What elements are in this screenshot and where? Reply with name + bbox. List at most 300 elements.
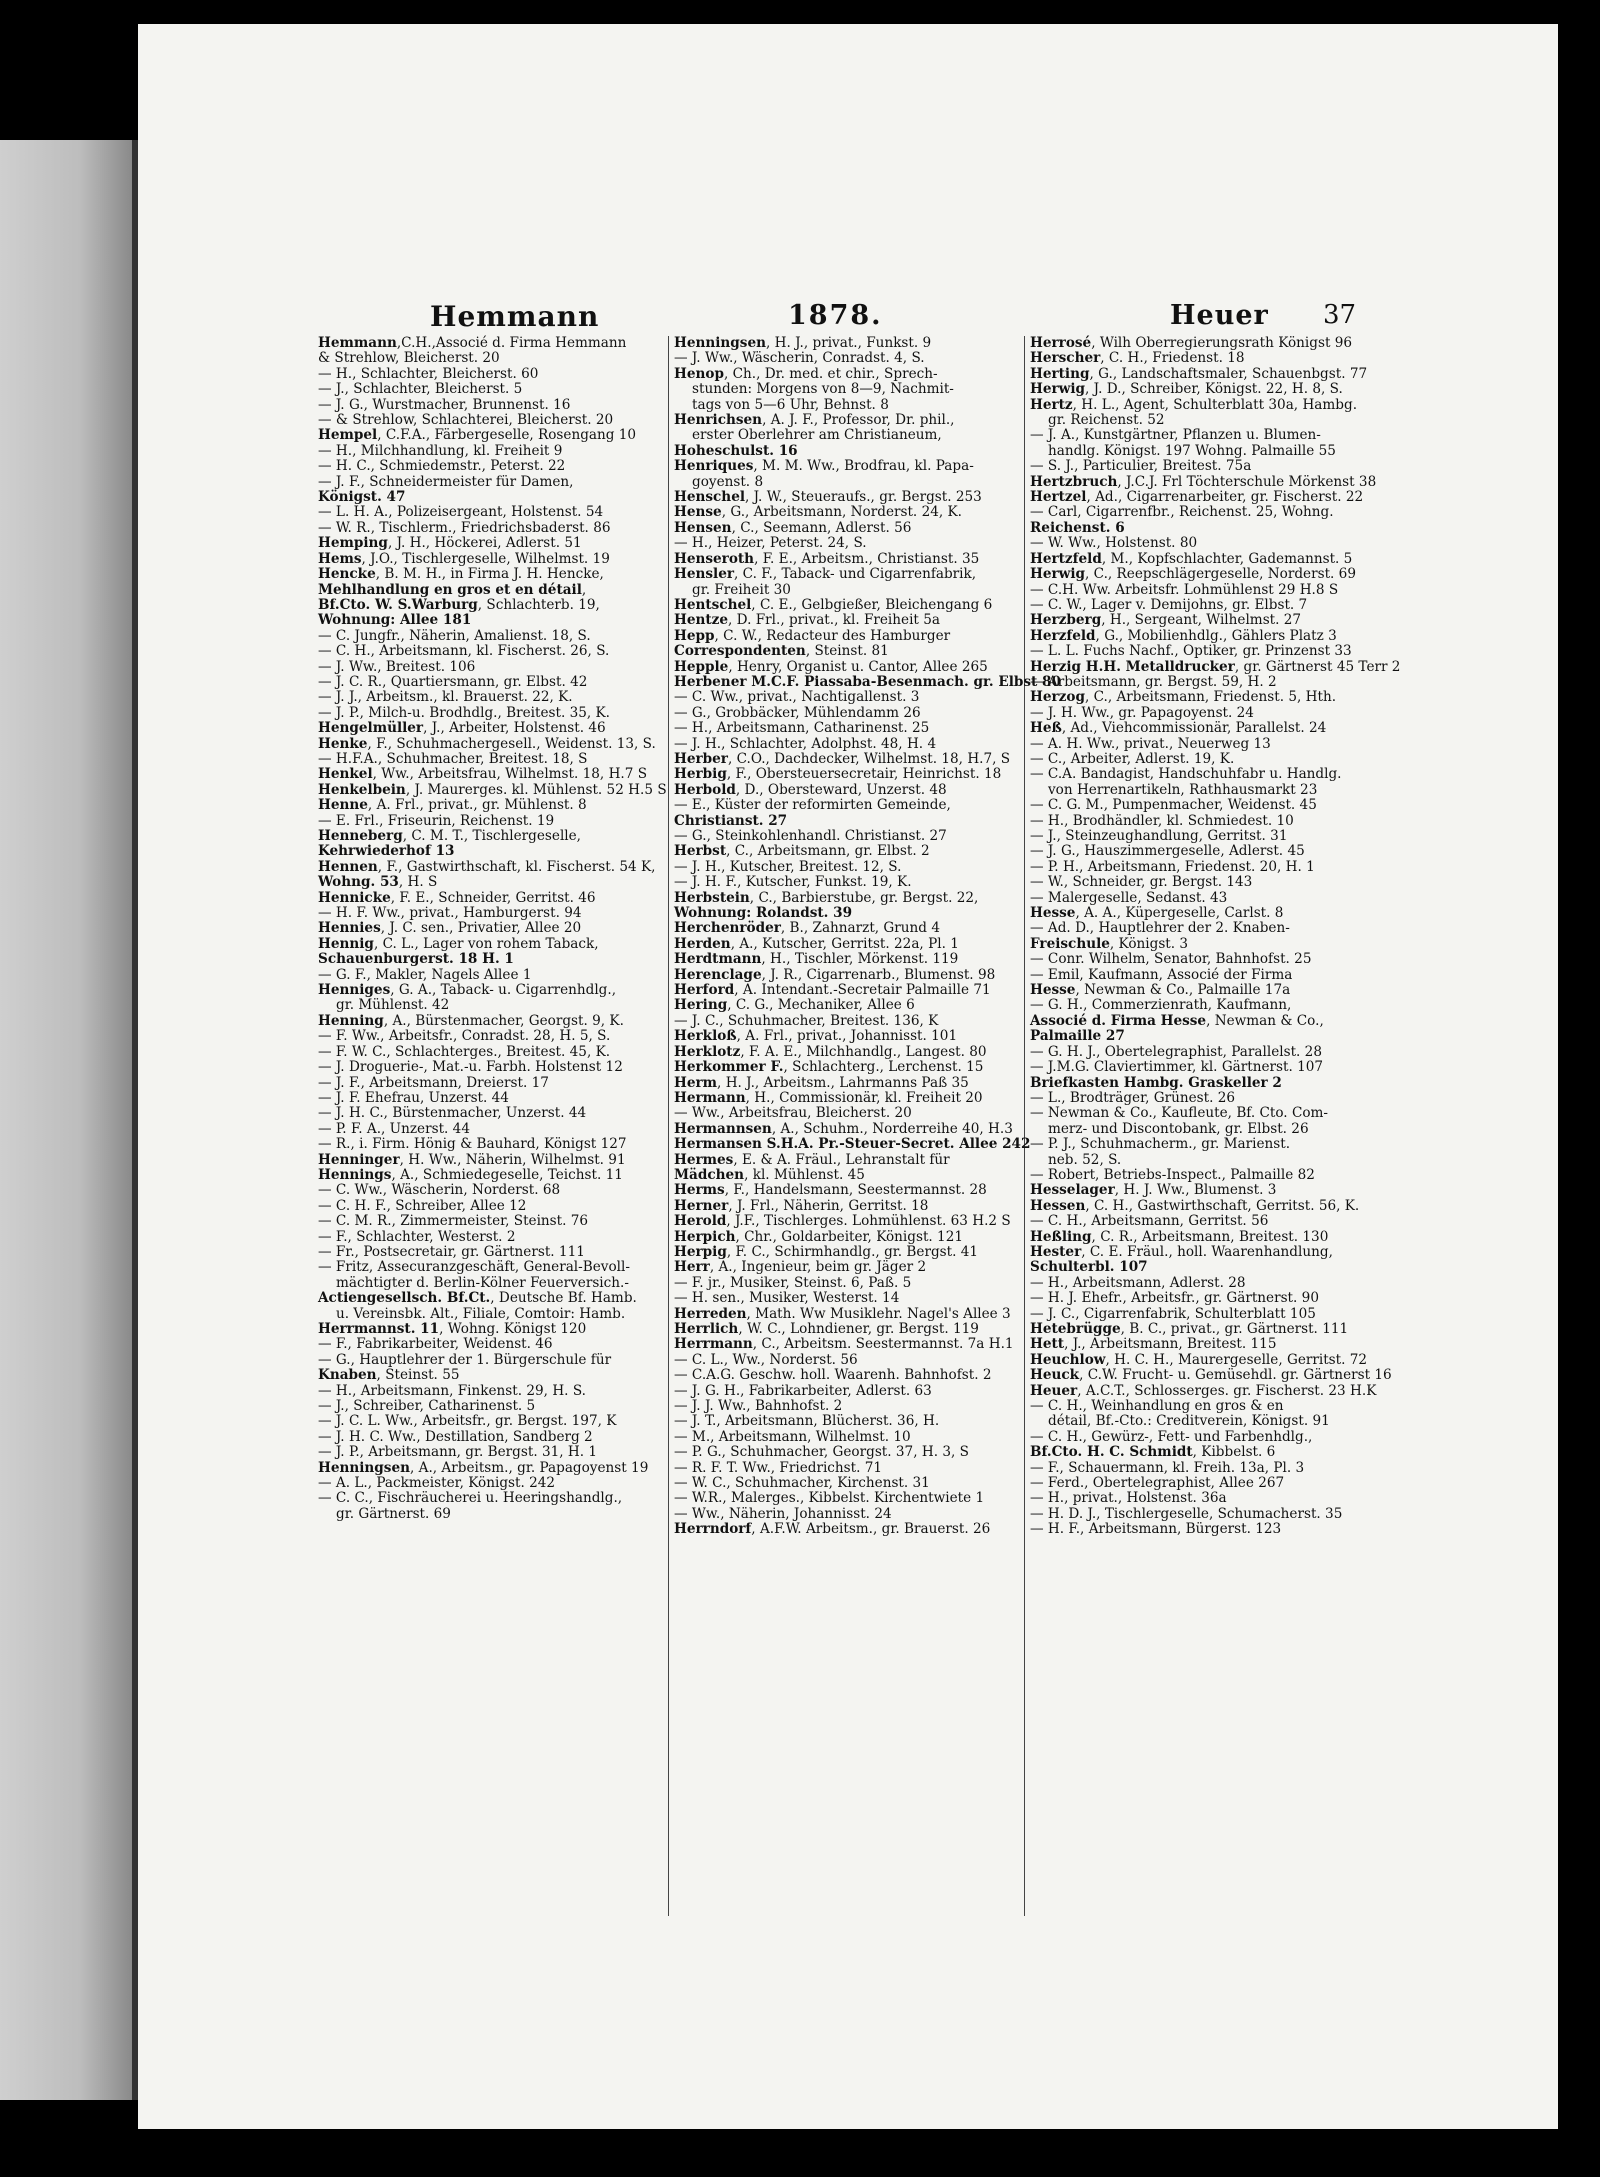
directory-entry-line: Herdtmann, H., Tischler, Mörkenst. 119: [674, 951, 959, 968]
surname: Herrlich: [674, 1321, 739, 1337]
directory-entry-line: — A. H. Ww., privat., Neuerweg 13: [1030, 735, 1271, 752]
directory-entry-line: Herford, A. Intendant.-Secretair Palmaille 71: [674, 982, 991, 999]
surname: Henning: [318, 1012, 384, 1029]
directory-entry-line: — C.A. Bandagist, Handschuhfabr u. Handlg.: [1030, 766, 1342, 783]
surname: Palmaille 27: [1030, 1028, 1125, 1045]
directory-entry-line: Heß, Ad., Viehcommissionär, Parallelst. 24: [1030, 720, 1327, 737]
surname: Henrichsen: [674, 412, 763, 429]
directory-entry-line: Heßling, C. R., Arbeitsmann, Breitest. 130: [1030, 1228, 1329, 1245]
directory-entry-line: — C., Arbeiter, Adlerst. 19, K.: [1030, 750, 1235, 767]
running-header: [290, 300, 1425, 340]
directory-entry-line: — G., Grobbäcker, Mühlendamm 26: [674, 704, 921, 721]
directory-entry-line: — G., Steinkohlenhandl. Christianst. 27: [674, 828, 947, 844]
surname: Hesse: [1030, 982, 1076, 999]
surname: Heuer: [1030, 1382, 1078, 1399]
directory-entry-line: Henrichsen, A. J. F., Professor, Dr. phil.,: [674, 412, 955, 429]
surname: Schulterbl. 107: [1030, 1259, 1148, 1276]
directory-entry-line: — J. C. R., Quartiersmann, gr. Elbst. 42: [318, 673, 588, 690]
surname: Hemping: [318, 535, 388, 552]
directory-entry-line: — M., Arbeitsmann, Wilhelmst. 10: [674, 1428, 911, 1445]
directory-entry-line: — F., Fabrikarbeiter, Weidenst. 46: [318, 1336, 553, 1353]
directory-entry-line: Herpich, Chr., Goldarbeiter, Königst. 121: [674, 1228, 963, 1245]
directory-entry-line: Herzig H.H. Metalldrucker, gr. Gärtnerst 45 Terr 2: [1030, 658, 1401, 675]
surname: Henkelbein: [318, 781, 406, 798]
directory-entry-line: Hempel, C.F.A., Färbergeselle, Rosengang 10: [318, 427, 637, 444]
directory-entry-line: Hengelmüller, J., Arbeiter, Holstenst. 46: [318, 720, 606, 737]
surname: Herford: [674, 982, 735, 999]
directory-entry-line: — C. H. F., Schreiber, Allee 12: [318, 1197, 527, 1214]
directory-entry-line: — C. L., Ww., Norderst. 56: [674, 1351, 858, 1368]
surname: Hertzbruch: [1030, 473, 1118, 490]
directory-entry-line: — J. J., Arbeitsm., kl. Brauerst. 22, K.: [318, 689, 573, 706]
directory-entry-line: — J. G., Hauszimmergeselle, Adlerst. 45: [1030, 843, 1305, 860]
directory-entry-line: [1030, 1076, 1380, 1091]
surname: Henneberg: [318, 828, 403, 844]
directory-entry-line: — J. F., Schneidermeister für Damen,: [318, 473, 574, 490]
surname: Henop: [674, 365, 724, 382]
directory-entry-line: — H., privat., Holstenst. 36a: [1030, 1490, 1227, 1507]
directory-entry-line: Hermes, E. & A. Fräul., Lehranstalt für: [674, 1151, 950, 1168]
directory-entry-line: Henke, F., Schuhmachergesell., Weidenst. 13, S.: [318, 735, 656, 752]
directory-entry-line: — H., Arbeitsmann, Finkenst. 29, H. S.: [318, 1382, 586, 1399]
directory-entry-line: — J. H., Schlachter, Adolphst. 48, H. 4: [674, 735, 937, 752]
surname: Hentze: [674, 612, 729, 629]
directory-entry-line: Wohng. 53, H. S: [318, 874, 438, 891]
previous-page-edge: [0, 140, 132, 2100]
directory-entry-line: Herwig, C., Reepschlägergeselle, Norderst. 69: [1030, 566, 1356, 583]
surname: Knaben: [318, 1367, 377, 1384]
directory-entry-line: — H. J. Ehefr., Arbeitsfr., gr. Gärtnerst. 90: [1030, 1290, 1319, 1307]
directory-entry-line: — J. P., Arbeitsmann, gr. Bergst. 31, H. 1: [318, 1444, 598, 1461]
directory-entry-line: handlg. Königst. 197 Wohng. Palmaille 55: [1048, 442, 1336, 459]
directory-entry-line: — R. F. T. Ww., Friedrichst. 71: [674, 1459, 883, 1476]
directory-entry-line: — J. Droguerie-, Mat.-u. Farbh. Holstenst 12: [318, 1059, 623, 1076]
directory-column-3: [1030, 335, 1401, 1976]
directory-entry-line: — Conr. Wilhelm, Senator, Bahnhofst. 25: [1030, 951, 1312, 968]
directory-entry-line: Henseroth, F. E., Arbeitsm., Christianst. 35: [674, 550, 980, 567]
directory-entry-line: Hett, J., Arbeitsmann, Breitest. 115: [1030, 1336, 1277, 1353]
surname: Hencke: [318, 566, 376, 583]
surname: Herbig: [674, 766, 727, 783]
surname: Herms: [674, 1182, 725, 1199]
directory-entry-line: Bf.Cto. W. S.Warburg, Schlachterb. 19,: [318, 596, 600, 613]
directory-entry-line: — C. H., Gewürz-, Fett- und Farbenhdlg.,: [1030, 1428, 1313, 1445]
surname: Herber: [674, 750, 728, 767]
directory-entry-line: — F. jr., Musiker, Steinst. 6, Paß. 5: [674, 1274, 912, 1291]
directory-entry-line: — L., Brodträger, Grünest. 26: [1030, 1089, 1236, 1106]
surname: Henkel: [318, 766, 373, 783]
directory-entry-line: — R., i. Firm. Hönig & Bauhard, Königst 127: [318, 1136, 627, 1153]
surname: Herting: [1030, 365, 1090, 382]
surname: Hepp: [674, 627, 715, 644]
directory-entry-line: Herbig, F., Obersteuersecretair, Heinrichst. 18: [674, 766, 1002, 783]
directory-entry-line: — H., Arbeitsmann, Adlerst. 28: [1030, 1274, 1246, 1291]
surname: Associé d. Firma Hesse: [1030, 1012, 1207, 1029]
directory-entry-line: Herpig, F. C., Schirmhandlg., gr. Bergst. 41: [674, 1243, 979, 1260]
surname: Hense: [674, 504, 722, 521]
surname: Henne: [318, 797, 368, 814]
surname: Herzog: [1030, 689, 1085, 706]
directory-entry-line: Herrndorf, A.F.W. Arbeitsm., gr. Brauerst. 26: [674, 1521, 991, 1538]
surname: Herm: [674, 1074, 718, 1091]
directory-entry-line: — S. J., Particulier, Breitest. 75a: [1030, 458, 1252, 475]
directory-entry-line: Hensler, C. F., Taback- und Cigarrenfabrik,: [674, 566, 977, 583]
directory-entry-line: [674, 906, 1024, 921]
directory-entry-line: — A. L., Packmeister, Königst. 242: [318, 1475, 556, 1492]
directory-entry-line: Herr, A., Ingenieur, beim gr. Jäger 2: [674, 1259, 927, 1276]
directory-entry-line: Hesse, Newman & Co., Palmaille 17a: [1030, 982, 1291, 999]
surname: Hepple: [674, 658, 729, 675]
directory-entry-line: Hessen, C. H., Gastwirthschaft, Gerritst. 56, K.: [1030, 1197, 1360, 1214]
directory-entry-line: — E. Frl., Friseurin, Reichenst. 19: [318, 812, 555, 829]
directory-entry-line: — P. H., Arbeitsmann, Friedenst. 20, H. 1: [1030, 858, 1315, 875]
directory-entry-line: — C. Jungfr., Näherin, Amalienst. 18, S.: [318, 627, 591, 644]
directory-entry-line: — G. H., Commerzienrath, Kaufmann,: [1030, 997, 1292, 1014]
directory-entry-line: Henne, A. Frl., privat., gr. Mühlenst. 8: [318, 797, 587, 814]
surname: Hensen: [674, 519, 732, 536]
surname: Kehrwiederhof 13: [318, 843, 455, 860]
surname: Herbold: [674, 781, 736, 798]
directory-column-1: [318, 336, 668, 1976]
surname: Correspondenten: [674, 643, 806, 660]
directory-entry-line: — P. G., Schuhmacher, Georgst. 37, H. 3, S: [674, 1444, 969, 1461]
directory-entry-line: — H., Heizer, Peterst. 24, S.: [674, 535, 867, 552]
directory-entry-line: — C. G. M., Pumpenmacher, Weidenst. 45: [1030, 797, 1317, 814]
directory-entry-line: — J.M.G. Claviertimmer, kl. Gärtnerst. 107: [1030, 1059, 1324, 1076]
surname: Henniges: [318, 982, 391, 999]
directory-entry-line: — W. Ww., Holstenst. 80: [1030, 535, 1198, 552]
surname: Henninger: [318, 1151, 400, 1168]
surname: Bf.Cto. W. S.Warburg: [318, 596, 478, 613]
directory-entry-line: Herkloß, A. Frl., privat., Johannisst. 101: [674, 1028, 958, 1045]
surname: Hermansen S.H.A. Pr.-Steuer-Secret. Allee 242: [674, 1136, 1031, 1153]
directory-entry-line: [318, 952, 668, 967]
surname: Herwig: [1030, 381, 1086, 398]
surname: Hoheschulst. 16: [674, 442, 798, 459]
surname: Herzfeld: [1030, 627, 1096, 644]
directory-entry-line: — J., Schreiber, Catharinenst. 5: [318, 1398, 536, 1415]
directory-entry-line: — F., Schlachter, Westerst. 2: [318, 1228, 516, 1245]
directory-entry-line: Hemmann,C.H.,Associé d. Firma Hemmann: [318, 335, 627, 351]
directory-entry-line: Henkelbein, J. Maurerges. kl. Mühlenst. 52 H.5 S: [318, 781, 667, 798]
directory-entry-line: Herrlich, W. C., Lohndiener, gr. Bergst. 119: [674, 1321, 979, 1337]
directory-entry-line: Herreden, Math. Ww Musiklehr. Nagel's Allee 3: [674, 1305, 1011, 1322]
directory-entry-line: [674, 444, 1024, 459]
directory-entry-line: Henninger, H. Ww., Näherin, Wilhelmst. 91: [318, 1151, 626, 1168]
header-first-name: Hemmann: [430, 300, 600, 333]
directory-entry-line: Hennig, C. L., Lager von rohem Taback,: [318, 935, 599, 952]
directory-entry-line: — C. C., Fischräucherei u. Heeringshandlg.,: [318, 1490, 623, 1507]
directory-entry-line: Herenclage, J. R., Cigarrenarb., Blumenst. 98: [674, 966, 996, 983]
directory-entry-line: [674, 673, 1061, 690]
surname: Wohnung: Rolandst. 39: [674, 905, 853, 922]
directory-entry-line: — H. sen., Musiker, Westerst. 14: [674, 1290, 900, 1307]
directory-entry-line: [674, 814, 1024, 829]
directory-entry-line: — C. H., Weinhandlung en gros & en: [1030, 1398, 1284, 1415]
surname: Herklotz: [674, 1043, 741, 1060]
directory-entry-line: Hensen, C., Seemann, Adlerst. 56: [674, 519, 912, 536]
directory-entry-line: — J. H. Ww., gr. Papagoyenst. 24: [1030, 704, 1254, 721]
surname: Herkommer F.: [674, 1059, 784, 1076]
directory-entry-line: Associé d. Firma Hesse, Newman & Co.,: [1030, 1012, 1324, 1029]
surname: Schauenburgerst. 18 H. 1: [318, 951, 514, 968]
surname: Herrosé: [1030, 335, 1092, 351]
surname: Hester: [1030, 1243, 1082, 1260]
directory-entry-line: Hertz, H. L., Agent, Schulterblatt 30a, Hambg.: [1030, 396, 1358, 413]
surname: Herold: [674, 1213, 727, 1230]
directory-entry-line: goyenst. 8: [692, 473, 764, 490]
surname: Hertz: [1030, 396, 1073, 413]
directory-entry-line: Hepple, Henry, Organist u. Cantor, Allee 265: [674, 658, 988, 675]
surname: Hempel: [318, 427, 378, 444]
directory-entry-line: Hester, C. E. Fräul., holl. Waarenhandlung,: [1030, 1243, 1333, 1260]
surname: Hermann: [674, 1089, 746, 1106]
directory-entry-line: Herrmannst. 11, Wohng. Königst 120: [318, 1321, 587, 1337]
surname: Königst. 47: [318, 489, 406, 506]
directory-entry-line: — J. F., Arbeitsmann, Dreierst. 17: [318, 1074, 549, 1091]
directory-entry-line: Henningsen, A., Arbeitsm., gr. Papagoyenst 19: [318, 1459, 649, 1476]
directory-entry-line: [318, 490, 668, 505]
directory-entry-line: — C. W., Lager v. Demijohns, gr. Elbst. 7: [1030, 596, 1308, 613]
directory-entry-line: — G., Hauptlehrer der 1. Bürgerschule für: [318, 1351, 612, 1368]
surname: Actiengesellsch. Bf.Ct.: [318, 1290, 491, 1307]
surname: Herzberg: [1030, 612, 1102, 629]
surname: Hengelmüller: [318, 720, 424, 737]
directory-entry-line: — J. A., Kunstgärtner, Pflanzen u. Blumen-: [1030, 427, 1321, 444]
surname: Hetebrügge: [1030, 1321, 1121, 1337]
directory-entry-line: — J., Steinzeughandlung, Gerritst. 31: [1030, 828, 1288, 844]
directory-entry-line: Hepp, C. W., Redacteur des Hamburger: [674, 627, 951, 644]
surname: Herrmannst. 11: [318, 1321, 440, 1337]
surname: Hertzfeld: [1030, 550, 1102, 567]
surname: Hennen: [318, 858, 378, 875]
surname: Herr: [674, 1259, 710, 1276]
directory-entry-line: Hennicke, F. E., Schneider, Gerritst. 46: [318, 889, 596, 906]
directory-entry-line: — F., Schauermann, kl. Freih. 13a, Pl. 3: [1030, 1459, 1305, 1476]
directory-entry-line: — W., Schneider, gr. Bergst. 143: [1030, 874, 1253, 891]
directory-entry-line: mächtigter d. Berlin-Kölner Feuerversich.-: [336, 1274, 629, 1291]
directory-entry-line: — J., Schlachter, Bleicherst. 5: [318, 381, 523, 398]
surname: Herenclage: [674, 966, 762, 983]
surname: Henningsen: [674, 335, 766, 351]
directory-entry-line: Herbstein, C., Barbierstube, gr. Bergst. 22,: [674, 889, 979, 906]
directory-entry-line: gr. Freiheit 30: [692, 581, 791, 598]
surname: Freischule: [1030, 935, 1110, 952]
directory-entry-line: — J. C., Schuhmacher, Breitest. 136, K: [674, 1012, 939, 1029]
directory-entry-line: [674, 1136, 1031, 1153]
directory-entry-line: Herold, J.F., Tischlerges. Lohmühlenst. 63 H.2 S: [674, 1213, 1011, 1230]
directory-entry-line: détail, Bf.-Cto.: Creditverein, Königst. 91: [1048, 1413, 1330, 1430]
directory-entry-line: — Malergeselle, Sedanst. 43: [1030, 889, 1228, 906]
surname: Heß: [1030, 720, 1062, 737]
surname: Herkloß: [674, 1028, 737, 1045]
directory-entry-line: — G. H. J., Obertelegraphist, Parallelst. 28: [1030, 1043, 1322, 1060]
surname: Hentschel: [674, 596, 752, 613]
directory-entry-line: — J. C., Cigarrenfabrik, Schulterblatt 105: [1030, 1305, 1316, 1322]
directory-entry-line: — Ferd., Obertelegraphist, Allee 267: [1030, 1475, 1285, 1492]
directory-entry-line: — J. J. Ww., Bahnhofst. 2: [674, 1398, 843, 1415]
directory-entry-line: — J. T., Arbeitsmann, Blücherst. 36, H.: [674, 1413, 940, 1430]
directory-entry-line: — H. C., Schmiedemstr., Peterst. 22: [318, 458, 566, 475]
directory-entry-line: Herrosé, Wilh Oberregierungsrath Königst 96: [1030, 335, 1353, 351]
surname: Briefkasten Hambg. Graskeller 2: [1030, 1074, 1282, 1091]
directory-entry-line: Bf.Cto. H. C. Schmidt, Kibbelst. 6: [1030, 1444, 1276, 1461]
directory-entry-line: Heuck, C.W. Frucht- u. Gemüsehdl. gr. Gärtnerst 16: [1030, 1367, 1392, 1384]
directory-entry-line: Herm, H. J., Arbeitsm., Lahrmanns Paß 35: [674, 1074, 969, 1091]
surname: Heuck: [1030, 1367, 1080, 1384]
directory-entry-line: — H., Milchhandlung, kl. Freiheit 9: [318, 442, 563, 459]
directory-entry-line: Herkommer F., Schlachterg., Lerchenst. 15: [674, 1059, 984, 1076]
page-number: 37: [1323, 300, 1357, 330]
directory-entry-line: [1030, 1029, 1380, 1044]
directory-entry-line: Herklotz, F. A. E., Milchhandlg., Langest. 80: [674, 1043, 987, 1060]
directory-entry-line: Hennings, A., Schmiedegeselle, Teichst. 11: [318, 1166, 623, 1183]
directory-entry-line: Hermannsen, A., Schuhm., Norderreihe 40, H.3: [674, 1120, 1013, 1137]
directory-entry-line: — J. C. L. Ww., Arbeitsfr., gr. Bergst. 197, K: [318, 1413, 617, 1430]
directory-entry-line: Hentze, D. Frl., privat., kl. Freiheit 5a: [674, 612, 940, 629]
directory-entry-line: Herzfeld, G., Mobilienhdlg., Gählers Platz 3: [1030, 627, 1337, 644]
directory-entry-line: — P. J., Schuhmacherm., gr. Marienst.: [1030, 1136, 1291, 1153]
directory-entry-line: Hermann, H., Commissionär, kl. Freiheit 20: [674, 1089, 983, 1106]
directory-entry-line: — Ww., Arbeitsfrau, Bleicherst. 20: [674, 1105, 912, 1122]
directory-entry-line: Hense, G., Arbeitsmann, Norderst. 24, K.: [674, 504, 962, 521]
directory-entry-line: Herting, G., Landschaftsmaler, Schauenbgst. 77: [1030, 365, 1368, 382]
directory-entry-line: Hemping, J. H., Höckerei, Adlerst. 51: [318, 535, 582, 552]
surname: Herwig: [1030, 566, 1086, 583]
directory-entry-line: — J. G., Wurstmacher, Brunnenst. 16: [318, 396, 571, 413]
directory-entry-line: — C. Ww., Wäscherin, Norderst. 68: [318, 1182, 561, 1199]
surname: Herzig H.H. Metalldrucker: [1030, 658, 1235, 675]
directory-entry-line: Herner, J. Frl., Näherin, Gerritst. 18: [674, 1197, 929, 1214]
directory-entry-line: Henop, Ch., Dr. med. et chir., Sprech-: [674, 365, 938, 382]
directory-entry-line: Henkel, Ww., Arbeitsfrau, Wilhelmst. 18, H.7 S: [318, 766, 648, 783]
surname: Henseroth: [674, 550, 755, 567]
directory-entry-line: — E., Küster der reformirten Gemeinde,: [674, 797, 951, 814]
directory-entry-line: — J. P., Milch-u. Brodhdlg., Breitest. 35, K.: [318, 704, 611, 721]
directory-entry-line: Herden, A., Kutscher, Gerritst. 22a, Pl. 1: [674, 935, 959, 952]
directory-entry-line: [318, 613, 668, 628]
column-divider: [668, 336, 669, 1916]
directory-entry-line: Herwig, J. D., Schreiber, Königst. 22, H. 8, S.: [1030, 381, 1343, 398]
directory-entry-line: [318, 844, 668, 859]
directory-entry-line: — Fritz, Assecuranzgeschäft, General-Bevoll-: [318, 1259, 630, 1276]
directory-entry-line: — Emil, Kaufmann, Associé der Firma: [1030, 966, 1293, 983]
directory-entry-line: — W.R., Malerges., Kibbelst. Kirchentwiete 1: [674, 1490, 985, 1507]
directory-entry-line: Heuer, A.C.T., Schlosserges. gr. Fischerst. 23 H.K: [1030, 1382, 1377, 1399]
directory-entry-line: Hesselager, H. J. Ww., Blumenst. 3: [1030, 1182, 1277, 1199]
directory-entry-line: [1030, 1260, 1380, 1275]
surname: Mehlhandlung en gros et en détail: [318, 581, 582, 598]
surname: Hensler: [674, 566, 735, 583]
surname: Herner: [674, 1197, 729, 1214]
directory-entry-line: — H. D. J., Tischlergeselle, Schumacherst. 35: [1030, 1505, 1343, 1522]
directory-entry-line: neb. 52, S.: [1048, 1151, 1122, 1168]
surname: Wohnung: Allee 181: [318, 612, 472, 629]
directory-entry-line: Henneberg, C. M. T., Tischlergeselle,: [318, 828, 582, 844]
directory-entry-line: — C.A.G. Geschw. holl. Waarenh. Bahnhofst. 2: [674, 1367, 992, 1384]
directory-entry-line: Herber, C.O., Dachdecker, Wilhelmst. 18, H.7, S: [674, 750, 1011, 767]
directory-entry-line: Hennen, F., Gastwirthschaft, kl. Fischerst. 54 K,: [318, 858, 656, 875]
directory-entry-line: — L. H. A., Polizeisergeant, Holstenst. 54: [318, 504, 604, 521]
surname: Reichenst. 6: [1030, 519, 1125, 536]
directory-entry-line: Mehlhandlung en gros et en détail,: [318, 581, 587, 598]
directory-entry-line: Henningsen, H. J., privat., Funkst. 9: [674, 335, 932, 351]
surname: Herpig: [674, 1243, 727, 1260]
directory-entry-line: — Newman & Co., Kaufleute, Bf. Cto. Com-: [1030, 1105, 1329, 1122]
directory-entry-line: Henschel, J. W., Steueraufs., gr. Bergst. 253: [674, 489, 982, 506]
directory-entry-line: — J. Ww., Wäscherin, Conradst. 4, S.: [674, 350, 925, 367]
directory-entry-line: Hennies, J. C. sen., Privatier, Allee 20: [318, 920, 582, 937]
directory-entry-line: gr. Gärtnerst. 69: [336, 1505, 451, 1522]
directory-entry-line: — J. F. Ehefrau, Unzerst. 44: [318, 1089, 509, 1106]
surname: Herbener M.C.F. Piassaba-Besenmach. gr. Elbst 80: [674, 673, 1061, 690]
column-divider: [1024, 336, 1025, 1916]
surname: Henningsen: [318, 1459, 410, 1476]
surname: Heuchlow: [1030, 1351, 1106, 1368]
directory-entry-line: — W. R., Tischlerm., Friedrichsbaderst. 86: [318, 519, 611, 536]
directory-entry-line: — C. H., Arbeitsmann, kl. Fischerst. 26, S.: [318, 643, 610, 660]
directory-entry-line: — & Strehlow, Schlachterei, Bleicherst. 20: [318, 412, 614, 429]
directory-entry-line: stunden: Morgens von 8—9, Nachmit-: [692, 381, 954, 398]
directory-entry-line: — H. F. Ww., privat., Hamburgerst. 94: [318, 905, 582, 922]
surname: Herscher: [1030, 350, 1101, 367]
directory-entry-line: Hertzbruch, J.C.J. Frl Töchterschule Mörkenst 38: [1030, 473, 1377, 490]
directory-entry-line: — C.H. Ww. Arbeitsfr. Lohmühlenst 29 H.8 S: [1030, 581, 1339, 598]
directory-entry-line: — F. W. C., Schlachterges., Breitest. 45, K.: [318, 1043, 611, 1060]
surname: Herpich: [674, 1228, 736, 1245]
directory-entry-line: — J. Ww., Breitest. 106: [318, 658, 476, 675]
directory-entry-line: — C. Ww., privat., Nachtigallenst. 3: [674, 689, 920, 706]
directory-entry-line: Herzberg, H., Sergeant, Wilhelmst. 27: [1030, 612, 1302, 629]
directory-entry-line: Hencke, B. M. H., in Firma J. H. Hencke,: [318, 566, 604, 583]
directory-entry-line: — J. G. H., Fabrikarbeiter, Adlerst. 63: [674, 1382, 932, 1399]
directory-entry-line: — J. H. C. Ww., Destillation, Sandberg 2: [318, 1428, 593, 1445]
directory-entry-line: von Herrenartikeln, Rathhausmarkt 23: [1048, 781, 1318, 798]
surname: Heßling: [1030, 1228, 1092, 1245]
directory-entry-line: Herms, F., Handelsmann, Seestermannst. 28: [674, 1182, 987, 1199]
surname: Bf.Cto. H. C. Schmidt: [1030, 1444, 1193, 1461]
surname: Hesselager: [1030, 1182, 1115, 1199]
directory-entry-line: gr. Mühlenst. 42: [336, 997, 450, 1014]
directory-entry-line: Herrmann, C., Arbeitsm. Seestermannst. 7a H.1: [674, 1336, 1014, 1353]
surname: Herbstein: [674, 889, 750, 906]
directory-entry-line: — C. H., Arbeitsmann, Gerritst. 56: [1030, 1213, 1269, 1230]
directory-entry-line: — Robert, Betriebs-Inspect., Palmaille 82: [1030, 1166, 1315, 1183]
directory-entry-line: tags von 5—6 Uhr, Behnst. 8: [692, 396, 889, 413]
surname: Henriques: [674, 458, 754, 475]
directory-entry-line: — H.F.A., Schuhmacher, Breitest. 18, S: [318, 750, 588, 767]
surname: Hertzel: [1030, 489, 1087, 506]
directory-entry-line: & Strehlow, Bleicherst. 20: [318, 350, 500, 367]
surname: Herchenröder: [674, 920, 781, 937]
directory-entry-line: erster Oberlehrer am Christianeum,: [692, 427, 942, 444]
directory-entry-line: Hering, C. G., Mechaniker, Allee 6: [674, 997, 915, 1014]
directory-entry-line: — Ww., Näherin, Johannisst. 24: [674, 1505, 892, 1522]
surname: Hermes: [674, 1151, 734, 1168]
surname: Hemmann: [318, 335, 397, 351]
directory-entry-line: Herbst, C., Arbeitsmann, gr. Elbst. 2: [674, 843, 930, 860]
surname: Hessen: [1030, 1197, 1086, 1214]
surname: Herrmann: [674, 1336, 753, 1353]
directory-entry-line: — Fr., Postsecretair, gr. Gärtnerst. 111: [318, 1243, 585, 1260]
surname: Hennig: [318, 935, 374, 952]
directory-entry-line: Mädchen, kl. Mühlenst. 45: [674, 1166, 865, 1183]
directory-entry-line: Hems, J.O., Tischlergeselle, Wilhelmst. 19: [318, 550, 610, 567]
directory-entry-line: — J. H. F., Kutscher, Funkst. 19, K.: [674, 874, 912, 891]
directory-entry-line: merz- und Discontobank, gr. Elbst. 26: [1048, 1120, 1309, 1137]
directory-entry-line: Correspondenten, Steinst. 81: [674, 643, 889, 660]
surname: Mädchen: [674, 1166, 745, 1183]
